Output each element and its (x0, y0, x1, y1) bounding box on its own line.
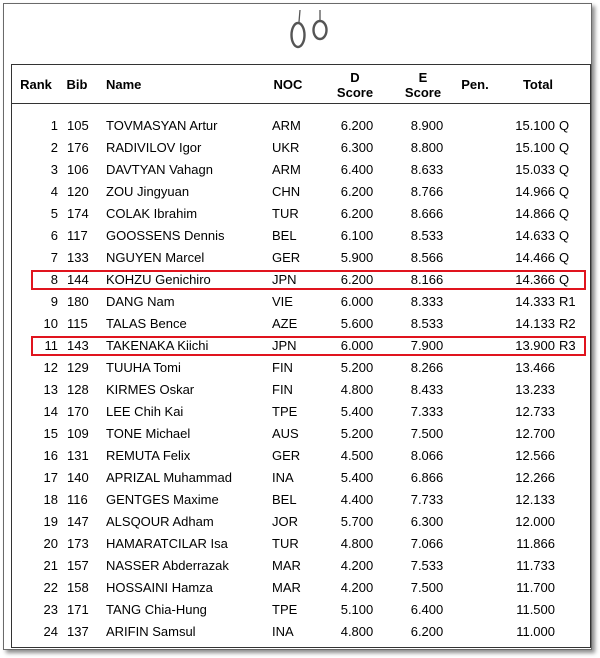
qualification-cell (559, 423, 581, 445)
total-cell: 14.366 (515, 272, 555, 287)
athlete-name: TUUHA Tomi (106, 360, 181, 375)
total-cell: 14.966 (515, 184, 555, 199)
qualification-cell (559, 621, 581, 643)
table-row (12, 511, 590, 533)
rank-cell: 3 (50, 162, 58, 177)
bib-cell: 133 (67, 250, 89, 265)
total-cell: 11.000 (516, 624, 555, 639)
col-header-pen: Pen. (461, 77, 489, 92)
qualification-cell: Q (559, 272, 570, 287)
bib-cell: 115 (67, 316, 88, 331)
noc-cell: ARM (272, 162, 301, 177)
e-score-cell: 7.533 (410, 558, 444, 573)
bib-cell: 137 (67, 624, 89, 639)
table-row (12, 247, 590, 269)
qualification-cell: Q (559, 118, 570, 133)
athlete-name: NGUYEN Marcel (106, 250, 205, 265)
total-cell: 12.266 (515, 470, 555, 485)
d-score-cell: 4.200 (340, 580, 374, 595)
noc-cell: JOR (272, 514, 298, 529)
table-row (12, 577, 590, 599)
e-score-cell: 8.433 (410, 382, 444, 397)
col-header-e-score-line2: Score (404, 85, 442, 100)
d-score-cell: 5.400 (340, 470, 374, 485)
table-row (12, 357, 590, 379)
table-row (12, 115, 590, 137)
noc-cell: MAR (272, 558, 301, 573)
qualification-cell (559, 445, 581, 467)
qualification-cell (559, 401, 581, 423)
total-cell: 11.700 (516, 580, 555, 595)
rank-cell: 22 (43, 580, 58, 595)
noc-cell: GER (272, 250, 301, 265)
e-score-cell: 8.566 (410, 250, 444, 265)
noc-cell: UKR (272, 140, 300, 155)
table-row (12, 203, 590, 225)
rank-cell: 24 (43, 624, 58, 639)
d-score-cell: 4.800 (340, 536, 374, 551)
athlete-name: KIRMES Oskar (106, 382, 195, 397)
d-score-cell: 6.200 (340, 206, 374, 221)
total-cell: 13.900 (515, 338, 555, 353)
rank-cell: 2 (50, 140, 58, 155)
e-score-cell: 8.533 (410, 316, 444, 331)
athlete-name: REMUTA Felix (106, 448, 191, 463)
d-score-cell: 6.000 (340, 294, 374, 309)
e-score-cell: 6.300 (410, 514, 444, 529)
e-score-cell: 8.900 (410, 118, 444, 133)
athlete-name: HOSSAINI Hamza (106, 580, 213, 595)
qualification-cell: Q (559, 162, 570, 177)
bib-cell: 157 (67, 558, 89, 573)
bib-cell: 131 (67, 448, 89, 463)
bib-cell: 106 (67, 162, 89, 177)
d-score-cell: 6.200 (340, 118, 374, 133)
bib-cell: 174 (67, 206, 89, 221)
row-highlight-box (31, 336, 586, 356)
noc-cell: AZE (272, 316, 298, 331)
d-score-cell: 6.200 (340, 272, 374, 287)
e-score-cell: 8.800 (410, 140, 444, 155)
table-row (12, 159, 590, 181)
rank-cell: 9 (50, 294, 58, 309)
athlete-name: TANG Chia-Hung (106, 602, 207, 617)
e-score-cell: 7.500 (410, 580, 444, 595)
d-score-cell: 5.100 (340, 602, 374, 617)
e-score-cell: 7.333 (410, 404, 444, 419)
bib-cell: 129 (67, 360, 89, 375)
e-score-cell: 8.266 (410, 360, 444, 375)
e-score-cell: 8.633 (410, 162, 444, 177)
total-cell: 15.100 (515, 118, 555, 133)
rank-cell: 19 (43, 514, 58, 529)
athlete-name: KOHZU Genichiro (106, 272, 211, 287)
d-score-cell: 4.400 (340, 492, 374, 507)
bib-cell: 143 (67, 338, 89, 353)
athlete-name: ZOU Jingyuan (106, 184, 190, 199)
total-cell: 11.500 (516, 602, 555, 617)
total-cell: 12.700 (515, 426, 555, 441)
e-score-cell: 8.766 (410, 184, 444, 199)
total-cell: 12.000 (515, 514, 555, 529)
e-score-cell: 8.666 (410, 206, 444, 221)
e-score-cell: 6.400 (410, 602, 444, 617)
bib-cell: 109 (67, 426, 89, 441)
athlete-name: GOOSSENS Dennis (106, 228, 225, 243)
athlete-name: COLAK Ibrahim (106, 206, 198, 221)
table-row (12, 599, 590, 621)
bib-cell: 117 (67, 228, 88, 243)
rank-cell: 18 (43, 492, 58, 507)
table-row (12, 621, 590, 643)
rank-cell: 6 (50, 228, 58, 243)
total-cell: 15.100 (515, 140, 555, 155)
qualification-cell (559, 577, 581, 599)
athlete-name: ALSQOUR Adham (106, 514, 214, 529)
athlete-name: DANG Nam (106, 294, 175, 309)
total-cell: 14.866 (515, 206, 555, 221)
noc-cell: MAR (272, 580, 301, 595)
bib-cell: 171 (67, 602, 89, 617)
qualification-cell (559, 555, 581, 577)
qualification-cell (559, 511, 581, 533)
total-cell: 11.733 (516, 558, 555, 573)
noc-cell: JPN (272, 338, 297, 353)
col-header-bib: Bib (66, 77, 88, 92)
athlete-name: ARIFIN Samsul (106, 624, 196, 639)
qualification-cell (559, 467, 581, 489)
table-row (12, 467, 590, 489)
row-highlight-box (31, 270, 586, 290)
noc-cell: VIE (272, 294, 293, 309)
athlete-name: DAVTYAN Vahagn (106, 162, 213, 177)
rank-cell: 17 (43, 470, 58, 485)
noc-cell: TUR (272, 536, 299, 551)
bib-cell: 105 (67, 118, 89, 133)
table-row (12, 137, 590, 159)
e-score-cell: 8.533 (410, 228, 444, 243)
rank-cell: 12 (43, 360, 58, 375)
col-header-d-score (328, 70, 382, 100)
noc-cell: INA (272, 470, 294, 485)
noc-cell: AUS (272, 426, 299, 441)
noc-cell: TUR (272, 206, 299, 221)
d-score-cell: 5.200 (340, 426, 374, 441)
bib-cell: 120 (67, 184, 89, 199)
table-row (12, 291, 590, 313)
rank-cell: 11 (44, 338, 58, 353)
d-score-cell: 4.500 (340, 448, 374, 463)
e-score-cell: 8.333 (410, 294, 444, 309)
e-score-cell: 6.200 (410, 624, 444, 639)
bib-cell: 116 (67, 492, 88, 507)
noc-cell: CHN (272, 184, 301, 199)
table-row (12, 225, 590, 247)
athlete-name: TOVMASYAN Artur (106, 118, 218, 133)
e-score-cell: 7.900 (410, 338, 444, 353)
qualification-cell: R3 (559, 338, 576, 353)
athlete-name: TONE Michael (106, 426, 191, 441)
e-score-cell: 7.500 (410, 426, 444, 441)
results-table (11, 64, 591, 648)
table-row (12, 401, 590, 423)
col-header-e-score (396, 70, 450, 100)
qualification-cell: Q (559, 184, 570, 199)
col-header-noc: NOC (273, 77, 303, 92)
e-score-cell: 7.066 (410, 536, 444, 551)
e-score-cell: 6.866 (410, 470, 444, 485)
athlete-name: TAKENAKA Kiichi (106, 338, 209, 353)
qualification-cell: R2 (559, 316, 576, 331)
total-cell: 14.333 (515, 294, 555, 309)
d-score-cell: 6.400 (340, 162, 374, 177)
rank-cell: 10 (43, 316, 58, 331)
athlete-name: RADIVILOV Igor (106, 140, 202, 155)
d-score-cell: 5.400 (340, 404, 374, 419)
rank-cell: 14 (43, 404, 58, 419)
bib-cell: 180 (67, 294, 89, 309)
col-header-d-score-line2: Score (336, 85, 374, 100)
qualification-cell (559, 489, 581, 511)
total-cell: 14.633 (515, 228, 555, 243)
rank-cell: 13 (43, 382, 58, 397)
d-score-cell: 4.800 (340, 382, 374, 397)
d-score-cell: 5.700 (340, 514, 374, 529)
noc-cell: INA (272, 624, 294, 639)
qualification-cell: Q (559, 250, 570, 265)
d-score-cell: 5.600 (340, 316, 374, 331)
rank-cell: 7 (50, 250, 58, 265)
d-score-cell: 6.300 (340, 140, 374, 155)
rank-cell: 8 (50, 272, 58, 287)
e-score-cell: 7.733 (410, 492, 444, 507)
rank-cell: 20 (43, 536, 58, 551)
d-score-cell: 4.200 (340, 558, 374, 573)
total-cell: 14.133 (515, 316, 555, 331)
athlete-name: APRIZAL Muhammad (106, 470, 232, 485)
bib-cell: 158 (67, 580, 89, 595)
table-row (12, 489, 590, 511)
d-score-cell: 6.000 (340, 338, 374, 353)
qualification-cell: R1 (559, 294, 576, 309)
athlete-name: LEE Chih Kai (106, 404, 184, 419)
total-cell: 12.133 (515, 492, 555, 507)
table-row (12, 423, 590, 445)
table-row (12, 181, 590, 203)
bib-cell: 140 (67, 470, 89, 485)
rank-cell: 5 (50, 206, 58, 221)
bib-cell: 173 (67, 536, 89, 551)
qualification-cell (559, 599, 581, 621)
rank-cell: 23 (43, 602, 58, 617)
table-row (12, 313, 590, 335)
bib-cell: 170 (67, 404, 89, 419)
col-header-d-score-line1: D (350, 70, 360, 85)
noc-cell: TPE (272, 404, 298, 419)
total-cell: 11.866 (516, 536, 555, 551)
bib-cell: 144 (67, 272, 89, 287)
col-header-rank: Rank (20, 77, 52, 92)
noc-cell: TPE (272, 602, 298, 617)
col-header-name: Name (106, 77, 142, 92)
d-score-cell: 6.100 (340, 228, 374, 243)
athlete-name: TALAS Bence (106, 316, 187, 331)
noc-cell: FIN (272, 382, 293, 397)
noc-cell: BEL (272, 492, 297, 507)
qualification-cell (559, 379, 581, 401)
col-header-e-score-line1: E (418, 70, 428, 85)
total-cell: 15.033 (515, 162, 555, 177)
rank-cell: 4 (50, 184, 58, 199)
table-row (12, 445, 590, 467)
total-cell: 14.466 (515, 250, 555, 265)
rank-cell: 21 (43, 558, 58, 573)
rank-cell: 15 (43, 426, 58, 441)
rank-cell: 16 (43, 448, 58, 463)
rank-cell: 1 (50, 118, 58, 133)
qualification-cell (559, 533, 581, 555)
noc-cell: JPN (272, 272, 297, 287)
d-score-cell: 5.200 (340, 360, 374, 375)
bib-cell: 176 (67, 140, 89, 155)
qualification-cell: Q (559, 206, 570, 221)
total-cell: 13.233 (515, 382, 555, 397)
e-score-cell: 8.166 (410, 272, 444, 287)
results-sheet (3, 3, 592, 650)
noc-cell: GER (272, 448, 301, 463)
e-score-cell: 8.066 (410, 448, 444, 463)
athlete-name: HAMARATCILAR Isa (106, 536, 228, 551)
qualification-cell (559, 357, 581, 379)
table-row (12, 533, 590, 555)
d-score-cell: 5.900 (340, 250, 374, 265)
total-cell: 12.566 (515, 448, 555, 463)
noc-cell: ARM (272, 118, 301, 133)
bib-cell: 147 (67, 514, 89, 529)
noc-cell: BEL (272, 228, 297, 243)
table-row (12, 379, 590, 401)
qualification-cell: Q (559, 228, 570, 243)
noc-cell: FIN (272, 360, 293, 375)
still-rings-icon (282, 8, 342, 50)
table-row (12, 555, 590, 577)
header-divider (12, 103, 590, 104)
athlete-name: GENTGES Maxime (106, 492, 219, 507)
qualification-cell: Q (559, 140, 570, 155)
d-score-cell: 6.200 (340, 184, 374, 199)
athlete-name: NASSER Abderrazak (106, 558, 229, 573)
total-cell: 13.466 (515, 360, 555, 375)
col-header-total: Total (522, 77, 554, 92)
bib-cell: 128 (67, 382, 89, 397)
total-cell: 12.733 (515, 404, 555, 419)
d-score-cell: 4.800 (340, 624, 374, 639)
